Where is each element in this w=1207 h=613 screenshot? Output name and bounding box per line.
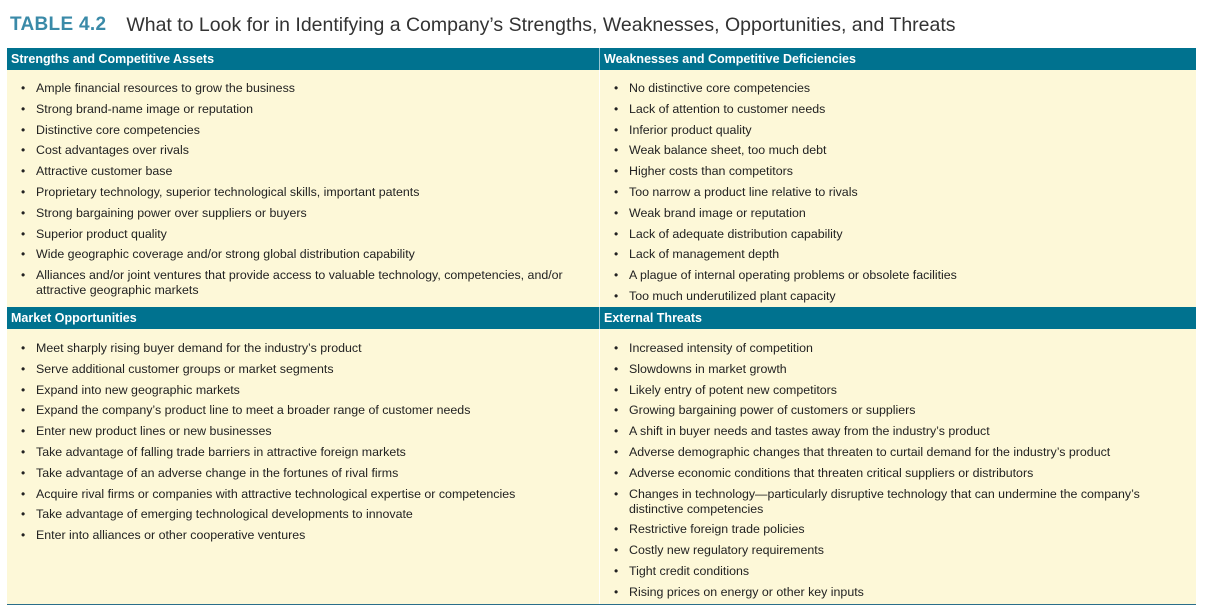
- weaknesses-list: [612, 81, 1187, 310]
- list-item: • Adverse economic conditions that threaten critical suppliers or distributors: [612, 466, 1187, 481]
- strengths-heading: Strengths and Competitive Assets: [11, 52, 215, 66]
- list-item: • Wide geographic coverage and/or strong global distribution capability: [19, 247, 579, 262]
- list-item: • Enter new product lines or new businesses: [19, 424, 579, 439]
- list-item: • Attractive customer base: [19, 164, 579, 179]
- table-title: What to Look for in Identifying a Company’s Strengths, Weaknesses, Opportunities, and Threats: [126, 13, 956, 36]
- list-item: • Acquire rival firms or companies with attractive technological expertise or competencies: [19, 487, 579, 502]
- body-row-top: [7, 70, 1196, 307]
- list-item: • Distinctive core competencies: [19, 123, 579, 138]
- list-item: • Meet sharply rising buyer demand for the industry’s product: [19, 341, 579, 356]
- list-item: • Likely entry of potent new competitors: [612, 383, 1187, 398]
- list-item: • Weak brand image or reputation: [612, 206, 1187, 221]
- column-divider: [599, 329, 600, 604]
- header-divider: [599, 48, 600, 70]
- list-item: • Increased intensity of competition: [612, 341, 1187, 356]
- threats-heading: External Threats: [604, 311, 702, 325]
- table-title-row: [10, 10, 956, 40]
- threats-list: [612, 341, 1187, 606]
- list-item: • Take advantage of emerging technological developments to innovate: [19, 507, 579, 522]
- header-divider: [599, 307, 600, 329]
- list-item: • Take advantage of falling trade barriers in attractive foreign markets: [19, 445, 579, 460]
- list-item: • Restrictive foreign trade policies: [612, 522, 1187, 537]
- header-row-top: [7, 48, 1196, 70]
- list-item: • Expand into new geographic markets: [19, 383, 579, 398]
- list-item: • Higher costs than competitors: [612, 164, 1187, 179]
- opportunities-list: [19, 341, 579, 549]
- list-item: • Growing bargaining power of customers or suppliers: [612, 403, 1187, 418]
- list-item: • Strong bargaining power over suppliers or buyers: [19, 206, 579, 221]
- list-item: • Changes in technology—particularly disruptive technology that can undermine the company’s distinctive competencies: [612, 487, 1187, 517]
- list-item: • Proprietary technology, superior technological skills, important patents: [19, 185, 579, 200]
- list-item: • Lack of management depth: [612, 247, 1187, 262]
- list-item: • Lack of attention to customer needs: [612, 102, 1187, 117]
- list-item: • A plague of internal operating problems or obsolete facilities: [612, 268, 1187, 283]
- column-divider: [599, 70, 600, 307]
- list-item: • Take advantage of an adverse change in the fortunes of rival firms: [19, 466, 579, 481]
- list-item: • Expand the company’s product line to meet a broader range of customer needs: [19, 403, 579, 418]
- header-row-bottom: [7, 307, 1196, 329]
- opportunities-heading: Market Opportunities: [11, 311, 137, 325]
- list-item: • Strong brand-name image or reputation: [19, 102, 579, 117]
- table-number-label: TABLE 4.2: [10, 14, 107, 35]
- list-item: • Weak balance sheet, too much debt: [612, 143, 1187, 158]
- list-item: • Too narrow a product line relative to rivals: [612, 185, 1187, 200]
- list-item: • Tight credit conditions: [612, 564, 1187, 579]
- weaknesses-heading: Weaknesses and Competitive Deficiencies: [604, 52, 856, 66]
- list-item: • Inferior product quality: [612, 123, 1187, 138]
- list-item: • Rising prices on energy or other key inputs: [612, 585, 1187, 600]
- body-row-bottom: [7, 329, 1196, 604]
- list-item: • Costly new regulatory requirements: [612, 543, 1187, 558]
- list-item: • Cost advantages over rivals: [19, 143, 579, 158]
- list-item: • Adverse demographic changes that threaten to curtail demand for the industry’s product: [612, 445, 1187, 460]
- list-item: • Ample financial resources to grow the business: [19, 81, 579, 96]
- list-item: • Alliances and/or joint ventures that provide access to valuable technology, competencies, and/or attractive geographic markets: [19, 268, 579, 298]
- list-item: • Slowdowns in market growth: [612, 362, 1187, 377]
- list-item: • Enter into alliances or other cooperative ventures: [19, 528, 579, 543]
- list-item: • Superior product quality: [19, 227, 579, 242]
- list-item: • No distinctive core competencies: [612, 81, 1187, 96]
- list-item: • A shift in buyer needs and tastes away from the industry’s product: [612, 424, 1187, 439]
- list-item: • Lack of adequate distribution capability: [612, 227, 1187, 242]
- list-item: • Too much underutilized plant capacity: [612, 289, 1187, 304]
- swot-table: [7, 48, 1196, 605]
- list-item: • Serve additional customer groups or market segments: [19, 362, 579, 377]
- strengths-list: [19, 81, 579, 304]
